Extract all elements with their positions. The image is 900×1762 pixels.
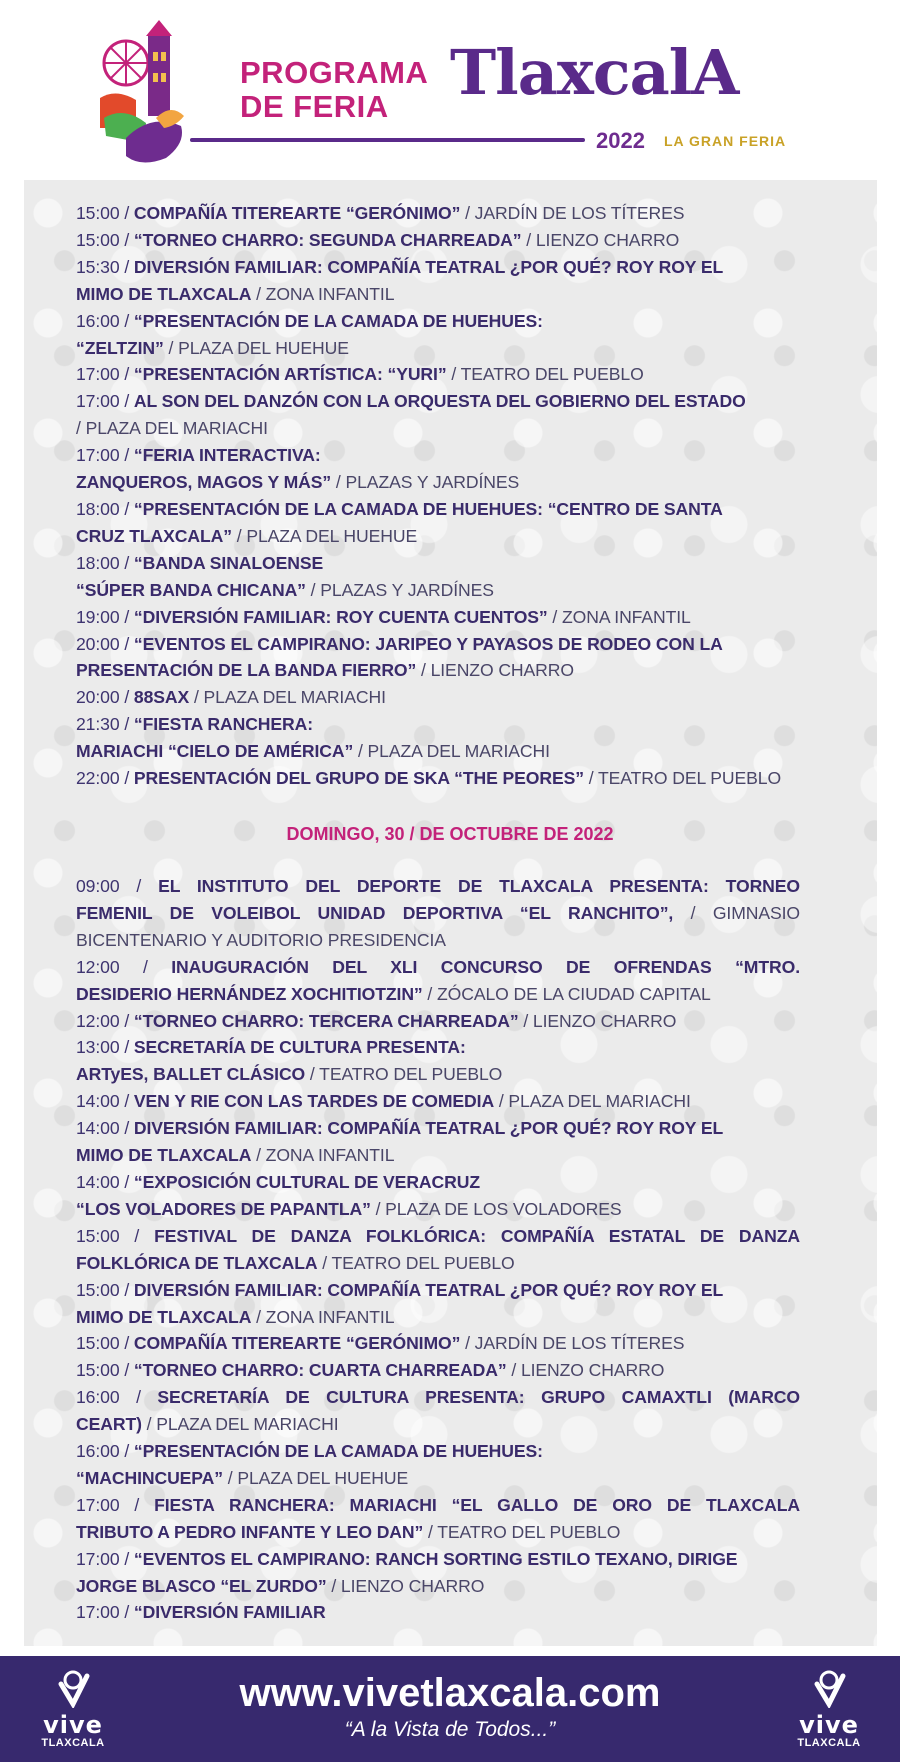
event-venue: / TEATRO DEL PUEBLO: [446, 364, 644, 385]
event-line: [76, 227, 800, 254]
event-title: “PRESENTACIÓN DE LA CAMADA DE HUEHUES:: [133, 1441, 543, 1462]
event-title: PRESENTACIÓN DE LA BANDA FIERRO”: [76, 660, 417, 681]
event-time: 16:00 /: [76, 1387, 141, 1408]
event-time: 18:00 /: [76, 552, 130, 573]
event-title: DIVERSIÓN FAMILIAR: COMPAÑÍA TEATRAL ¿POR QUÉ? ROY ROY EL: [133, 1279, 724, 1300]
event-venue: / LIENZO CHARRO: [518, 1010, 677, 1031]
event-time: 18:00 /: [76, 498, 130, 519]
event-line: [76, 442, 800, 469]
event-line: [76, 1223, 800, 1250]
event-time: 14:00 /: [76, 1171, 130, 1192]
event-title: COMPAÑÍA TITEREARTE “GERÓNIMO”: [133, 203, 461, 223]
event-line: [76, 496, 800, 523]
event-time: 14:00 /: [76, 1118, 130, 1139]
event-title: FOLKLÓRICA DE TLAXCALA: [76, 1252, 318, 1273]
footer: [0, 1656, 900, 1762]
event-line: [76, 1304, 800, 1331]
event-time: 09:00 /: [76, 876, 142, 896]
website-link[interactable]: www.vivetlaxcala.com: [239, 1671, 661, 1715]
event-title: JORGE BLASCO “EL ZURDO”: [76, 1575, 327, 1596]
event-line: [76, 954, 800, 981]
event-venue: BICENTENARIO Y AUDITORIO PRESIDENCIA: [76, 929, 446, 950]
event-line: [76, 900, 800, 927]
event-title: AL SON DEL DANZÓN CON LA ORQUESTA DEL GOBIERNO DEL ESTADO: [133, 391, 746, 412]
year-label: 2022: [596, 128, 645, 153]
event-line: [76, 1061, 800, 1088]
event-time: 21:30 /: [76, 714, 130, 735]
event-line: [76, 765, 800, 792]
event-title: “TORNEO CHARRO: CUARTA CHARREADA”: [133, 1360, 507, 1381]
event-line: [76, 1196, 800, 1223]
event-title: FIESTA RANCHERA: MARIACHI “EL GALLO DE ORO DE TLAXCALA: [154, 1494, 800, 1515]
event-line: [76, 1438, 800, 1465]
event-line: [76, 415, 800, 442]
event-line: [76, 1465, 800, 1492]
event-title: TRIBUTO A PEDRO INFANTE Y LEO DAN”: [76, 1521, 424, 1542]
event-title: “LOS VOLADORES DE PAPANTLA”: [76, 1198, 371, 1219]
brand-title: TlaxcalA: [450, 36, 739, 109]
event-title: ZANQUEROS, MAGOS Y MÁS”: [76, 472, 332, 493]
event-venue: / PLAZA DEL MARIACHI: [76, 418, 268, 439]
event-venue: / PLAZA DEL HUEHUE: [231, 525, 418, 546]
event-line: [76, 308, 800, 335]
event-title: DESIDERIO HERNÁNDEZ XOCHITIOTZIN”: [76, 983, 423, 1004]
event-line: [76, 873, 800, 900]
event-time: 20:00 /: [76, 633, 130, 654]
event-time: 15:00 /: [76, 229, 130, 250]
event-title: “PRESENTACIÓN DE LA CAMADA DE HUEHUES: “CENTRO DE SANTA: [133, 498, 723, 519]
event-venue: / PLAZA DEL MARIACHI: [189, 687, 386, 708]
event-time: 15:00 /: [76, 203, 130, 223]
event-time: 17:00 /: [76, 1602, 130, 1623]
event-time: 12:00 /: [76, 1010, 130, 1031]
event-title: “FERIA INTERACTIVA:: [133, 445, 321, 466]
event-title: VEN Y RIE CON LAS TARDES DE COMEDIA: [133, 1091, 495, 1112]
event-line: [76, 604, 800, 631]
event-line: [76, 388, 800, 415]
event-time: 16:00 /: [76, 1441, 130, 1462]
event-line: [76, 1519, 800, 1546]
event-time: 22:00 /: [76, 768, 130, 789]
event-time: 14:00 /: [76, 1091, 130, 1112]
event-time: 13:00 /: [76, 1037, 130, 1058]
event-line: [76, 1330, 800, 1357]
event-line: [76, 684, 800, 711]
event-line: [76, 1142, 800, 1169]
event-title: “MACHINCUEPA”: [76, 1467, 223, 1488]
vive-logo-right: vive TLAXCALA: [784, 1670, 874, 1754]
event-line: [76, 361, 800, 388]
event-line: [76, 1115, 800, 1142]
event-time: 15:30 /: [76, 256, 130, 277]
event-title: “PRESENTACIÓN DE LA CAMADA DE HUEHUES:: [133, 310, 543, 331]
event-line: [76, 1546, 800, 1573]
sunday-events: [76, 873, 800, 1626]
event-title: DIVERSIÓN FAMILIAR: COMPAÑÍA TEATRAL ¿POR QUÉ? ROY ROY EL: [133, 1118, 724, 1139]
event-title: “TORNEO CHARRO: TERCERA CHARREADA”: [133, 1010, 519, 1031]
event-title: “EVENTOS EL CAMPIRANO: JARIPEO Y PAYASOS DE RODEO CON LA: [133, 633, 723, 654]
event-title: MIMO DE TLAXCALA: [76, 283, 252, 304]
event-title: INAUGURACIÓN DEL XLI CONCURSO DE OFRENDAS “MTRO.: [171, 956, 800, 977]
event-venue: / ZONA INFANTIL: [251, 1306, 395, 1327]
event-time: 17:00 /: [76, 364, 130, 385]
event-title: “EXPOSICIÓN CULTURAL DE VERACRUZ: [133, 1171, 480, 1192]
event-line: [76, 254, 800, 281]
event-venue: / ZONA INFANTIL: [547, 606, 691, 627]
event-title: FESTIVAL DE DANZA FOLKLÓRICA: COMPAÑÍA ESTATAL DE DANZA: [154, 1225, 800, 1246]
event-line: [76, 335, 800, 362]
vive-logo-left: vive TLAXCALA: [28, 1670, 118, 1754]
event-time: 20:00 /: [76, 687, 130, 708]
event-title: “SÚPER BANDA CHICANA”: [76, 579, 306, 600]
event-time: 16:00 /: [76, 310, 130, 331]
event-line: [76, 523, 800, 550]
event-venue: / PLAZAS Y JARDÍNES: [331, 472, 520, 493]
event-title: MIMO DE TLAXCALA: [76, 1145, 252, 1166]
event-line: [76, 1088, 800, 1115]
event-title: ARTyES, BALLET CLÁSICO: [76, 1064, 306, 1085]
event-venue: / JARDÍN DE LOS TÍTERES: [460, 1333, 685, 1354]
event-line: [76, 1008, 800, 1035]
event-venue: / ZÓCALO DE LA CIUDAD CAPITAL: [422, 983, 711, 1004]
event-venue: / LIENZO CHARRO: [506, 1360, 665, 1381]
event-time: 17:00 /: [76, 391, 130, 412]
event-line: [76, 1492, 800, 1519]
event-time: 12:00 /: [76, 956, 148, 977]
event-venue: / TEATRO DEL PUEBLO: [423, 1521, 621, 1542]
event-venue: / PLAZA DEL HUEHUE: [163, 337, 349, 358]
event-title: SECRETARÍA DE CULTURA PRESENTA: GRUPO CAMAXTLI (MARCO: [157, 1387, 800, 1408]
event-line: [76, 711, 800, 738]
event-title: “PRESENTACIÓN ARTÍSTICA: “YURI”: [133, 364, 447, 385]
event-title: PRESENTACIÓN DEL GRUPO DE SKA “THE PEORES”: [133, 768, 584, 789]
event-title: “EVENTOS EL CAMPIRANO: RANCH SORTING ESTILO TEXANO, DIRIGE: [133, 1548, 738, 1569]
event-line: [76, 550, 800, 577]
event-venue: / PLAZA DEL MARIACHI: [353, 741, 550, 762]
gran-feria-label: LA GRAN FERIA: [664, 133, 787, 149]
event-line: [76, 469, 800, 496]
feria-logo-icon: [96, 18, 196, 168]
event-venue: / PLAZA DEL MARIACHI: [494, 1091, 691, 1112]
event-venue: / TEATRO DEL PUEBLO: [305, 1064, 503, 1085]
event-title: FEMENIL DE VOLEIBOL UNIDAD DEPORTIVA “EL RANCHITO”,: [76, 902, 674, 923]
event-line: [76, 1034, 800, 1061]
event-title: “ZELTZIN”: [76, 337, 164, 358]
event-line: [76, 631, 800, 658]
programa-title: PROGRAMA DE FERIA: [240, 55, 429, 124]
event-line: [76, 927, 800, 954]
event-title: CRUZ TLAXCALA”: [76, 525, 232, 546]
event-title: “DIVERSIÓN FAMILIAR: ROY CUENTA CUENTOS”: [133, 606, 548, 627]
event-venue: / ZONA INFANTIL: [251, 1145, 395, 1166]
day-title: DOMINGO, 30 / DE OCTUBRE DE 2022: [286, 824, 614, 844]
event-venue: / ZONA INFANTIL: [251, 283, 395, 304]
event-venue: / PLAZA DE LOS VOLADORES: [370, 1198, 622, 1219]
event-line: [76, 738, 800, 765]
event-title: “FIESTA RANCHERA:: [133, 714, 314, 735]
event-venue: / PLAZA DEL MARIACHI: [141, 1414, 339, 1435]
event-time: 17:00 /: [76, 1494, 140, 1515]
event-title: “DIVERSIÓN FAMILIAR: [133, 1602, 326, 1623]
event-title: “BANDA SINALOENSE: [133, 552, 324, 573]
event-title: DIVERSIÓN FAMILIAR: COMPAÑÍA TEATRAL ¿POR QUÉ? ROY ROY EL: [133, 256, 724, 277]
event-venue: / TEATRO DEL PUEBLO: [317, 1252, 515, 1273]
event-line: [76, 577, 800, 604]
event-time: 15:00 /: [76, 1225, 140, 1246]
event-line: [76, 1250, 800, 1277]
event-venue: / JARDÍN DE LOS TÍTERES: [460, 203, 685, 223]
vive-check-icon: [811, 1670, 847, 1708]
event-line: [76, 1411, 800, 1438]
event-title: MARIACHI “CIELO DE AMÉRICA”: [76, 741, 354, 762]
event-time: 17:00 /: [76, 445, 130, 466]
event-title: COMPAÑÍA TITEREARTE “GERÓNIMO”: [133, 1333, 461, 1354]
event-venue: / LIENZO CHARRO: [521, 229, 680, 250]
brand-underline: [190, 138, 585, 142]
saturday-events: [76, 200, 800, 792]
event-line: [76, 1599, 800, 1626]
event-title: “TORNEO CHARRO: SEGUNDA CHARREADA”: [133, 229, 522, 250]
event-line: [76, 1384, 800, 1411]
event-time: 19:00 /: [76, 606, 130, 627]
event-venue: / PLAZA DEL HUEHUE: [222, 1467, 409, 1488]
event-line: [76, 200, 800, 227]
tagline: “A la Vista de Todos...”: [344, 1718, 556, 1741]
event-line: [76, 981, 800, 1008]
event-time: 15:00 /: [76, 1279, 130, 1300]
event-venue: / GIMNASIO: [673, 902, 800, 923]
event-line: [76, 1169, 800, 1196]
event-venue: / TEATRO DEL PUEBLO: [583, 768, 782, 789]
event-line: [76, 1573, 800, 1600]
event-line: [76, 281, 800, 308]
event-venue: / LIENZO CHARRO: [326, 1575, 485, 1596]
header: [0, 0, 900, 180]
event-time: 15:00 /: [76, 1360, 130, 1381]
event-venue: / LIENZO CHARRO: [416, 660, 574, 681]
event-title: 88SAX: [133, 687, 190, 708]
event-time: 17:00 /: [76, 1548, 130, 1569]
event-line: [76, 1277, 800, 1304]
event-title: CEART): [76, 1414, 142, 1435]
event-time: 15:00 /: [76, 1333, 130, 1354]
event-title: EL INSTITUTO DEL DEPORTE DE TLAXCALA PRESENTA: TORNEO: [158, 876, 801, 896]
event-venue: / PLAZAS Y JARDÍNES: [305, 579, 494, 600]
event-title: SECRETARÍA DE CULTURA PRESENTA:: [133, 1037, 466, 1058]
event-line: [76, 657, 800, 684]
event-title: MIMO DE TLAXCALA: [76, 1306, 252, 1327]
event-line: [76, 1357, 800, 1384]
